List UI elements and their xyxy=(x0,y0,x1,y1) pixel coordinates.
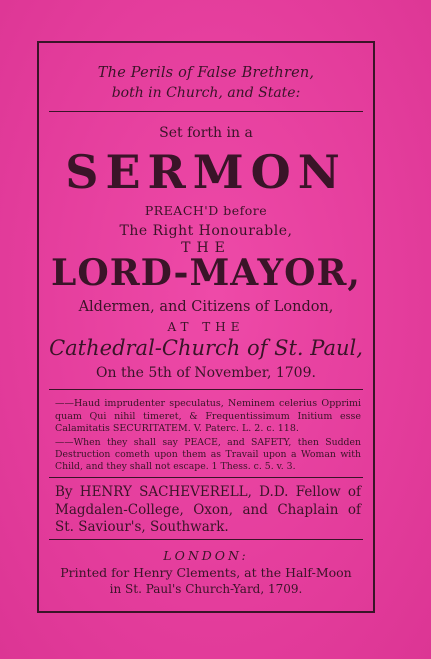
author-block: By HENRY SACHEVERELL, D.D. Fellow of Magdalen-College, Oxon, and Chaplain of St. Saviour's, Southwark. xyxy=(55,484,361,535)
title-line-2: both in Church, and State: xyxy=(111,85,301,101)
divider-imprint xyxy=(49,539,363,540)
imprint-line-2: in St. Paul's Church-Yard, 1709. xyxy=(109,582,303,596)
imprint-line-1: Printed for Henry Clements, at the Half-Moon xyxy=(60,565,352,580)
aldermen-line: Aldermen, and Citizens of London, xyxy=(78,299,334,315)
lord-mayor-heading: LORD-MAYOR, xyxy=(51,252,361,294)
divider-quotes xyxy=(49,389,363,390)
at-the-line: AT THE xyxy=(167,320,245,334)
the-line: THE xyxy=(181,240,231,256)
sermon-heading: SERMON xyxy=(65,145,347,199)
divider-author xyxy=(49,477,363,478)
page-border xyxy=(37,41,375,613)
cathedral-heading: Cathedral-Church of St. Paul, xyxy=(49,336,363,360)
divider-top xyxy=(49,111,363,112)
epigraph-latin: ——Haud imprudenter speculatus, Neminem celerius Opprimi quam Qui nihil timeret, & Frequentissimum Initium esse Calamitatis SECURITATEM. V. Paterc. L. 2. c. 118. xyxy=(55,398,361,435)
epigraph-english: ——When they shall say PEACE, and SAFETY, then Sudden Destruction cometh upon them as Travail upon a Woman with Child, and they shall not escape. 1 Thess. c. 5. v. 3. xyxy=(55,437,361,473)
preached-before-line: PREACH'D before xyxy=(144,203,268,218)
imprint-city: LONDON: xyxy=(163,548,249,563)
date-line: On the 5th of November, 1709. xyxy=(96,365,316,381)
right-honourable-line: The Right Honourable, xyxy=(119,223,293,239)
set-forth-line: Set forth in a xyxy=(159,125,253,141)
title-line-1: The Perils of False Brethren, xyxy=(97,65,315,81)
